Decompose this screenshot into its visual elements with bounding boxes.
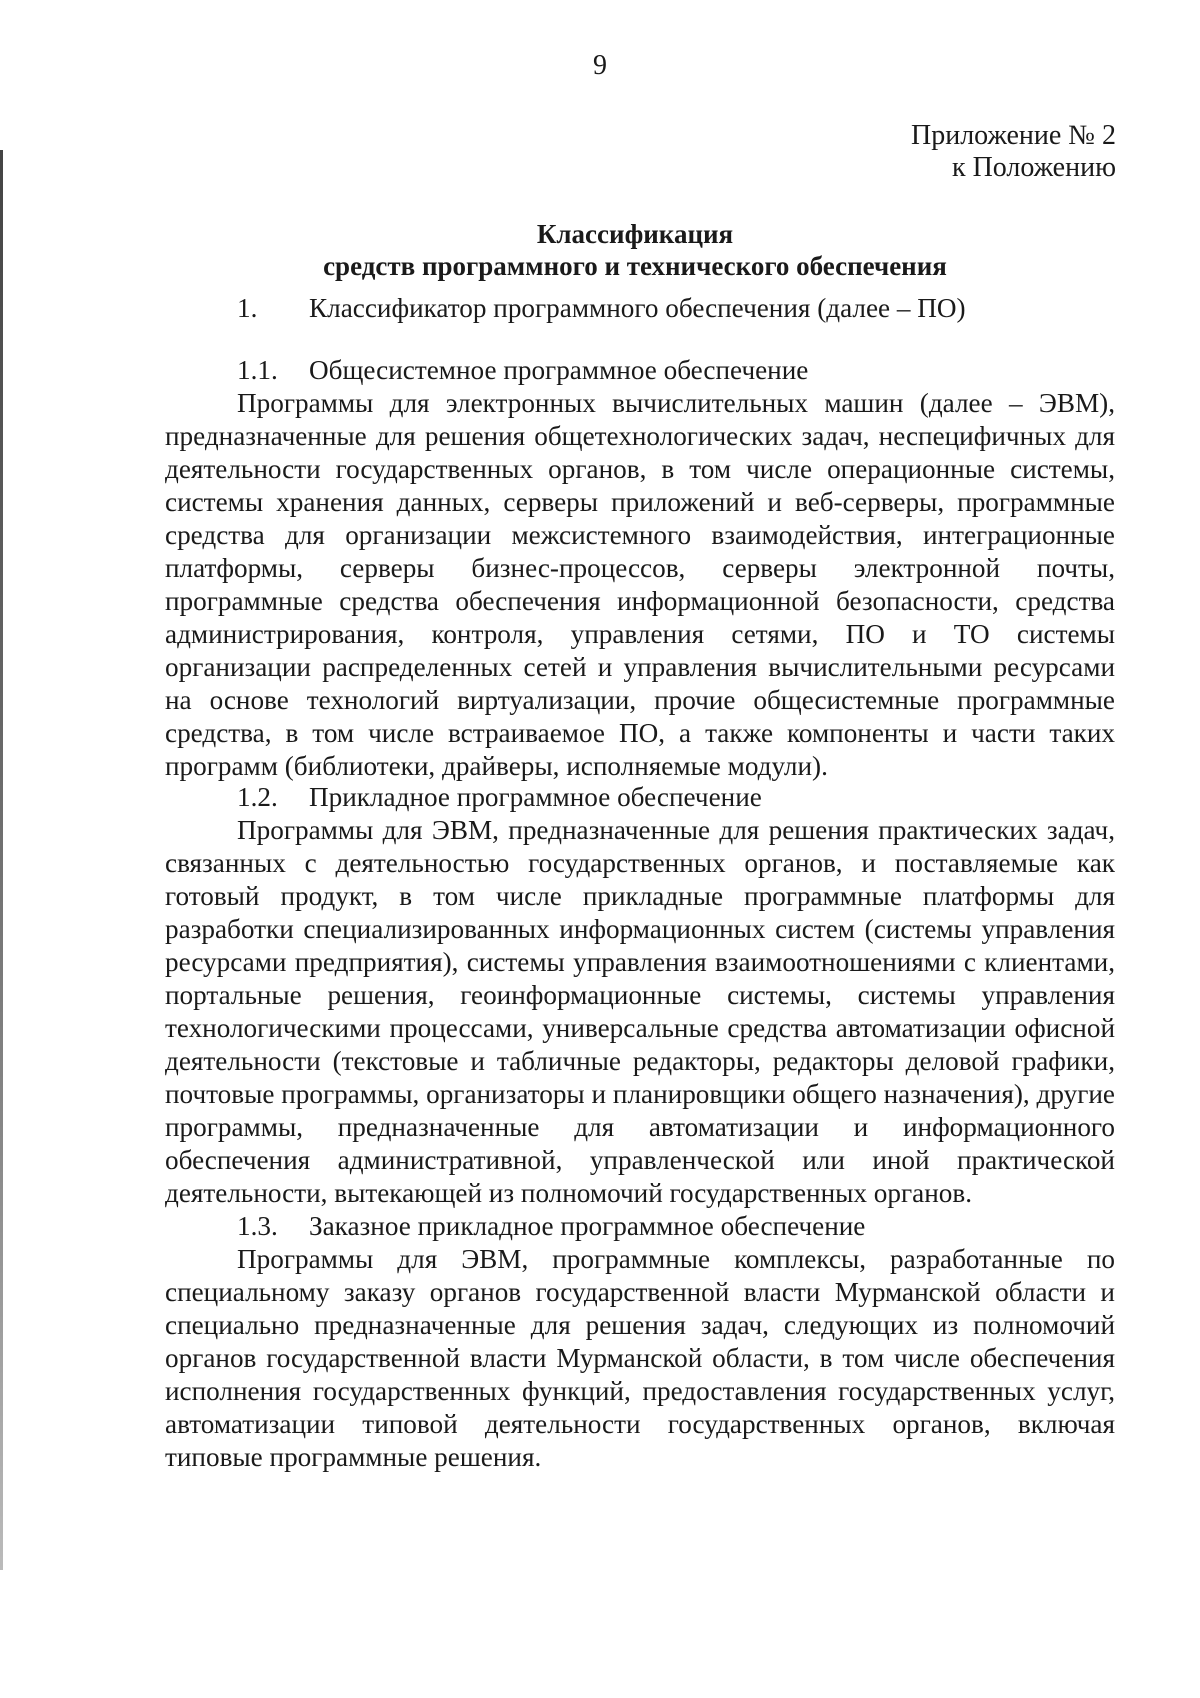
subsection-1-1-heading xyxy=(237,354,808,387)
subsection-1-2-number: 1.2. xyxy=(237,782,278,812)
subsection-1-3-label: Заказное прикладное программное обеспечение xyxy=(309,1211,866,1241)
document-title xyxy=(0,218,1200,282)
subsection-1-3-number: 1.3. xyxy=(237,1211,278,1241)
subsection-1-2-body xyxy=(165,814,1115,1210)
subsection-1-3-text: Программы для ЭВМ, программные комплексы, разработанные по специальному заказу органов государственной власти Мурманской области и специально предназначенные для решения задач, следующих из полномочий органов государственной власти Мурманской области, в том числе обеспечения исполнения государственных функций, предоставления государственных услуг, автоматизации типовой деятельности государственных органов, включая типовые программные решения. xyxy=(165,1244,1115,1472)
subsection-1-2-text: Программы для ЭВМ, предназначенные для решения практических задач, связанных с деятельностью государственных органов, и поставляемые как готовый продукт, в том числе прикладные программные платформы для разработки специализированных информационных систем (системы управления ресурсами предприятия), системы управления взаимоотношениями с клиентами, портальные решения, геоинформационные системы, системы управления технологическими процессами, универсальные средства автоматизации офисной деятельности (текстовые и табличные редакторы, редакторы деловой графики, почтовые программы, организаторы и планировщики общего назначения), другие программы, предназначенные для автоматизации и информационного обеспечения административной, управленческой или иной практической деятельности, вытекающей из полномочий государственных органов. xyxy=(165,815,1115,1208)
subsection-1-2-label: Прикладное программное обеспечение xyxy=(309,782,762,812)
attachment-number: Приложение № 2 xyxy=(911,120,1116,151)
subsection-1-2-heading xyxy=(237,781,762,814)
section-1-heading xyxy=(237,292,966,325)
subsection-1-1-number: 1.1. xyxy=(237,355,278,385)
attachment-note xyxy=(911,120,1116,184)
attachment-reference: к Положению xyxy=(951,152,1116,183)
section-1-label: Классификатор программного обеспечения (далее – ПО) xyxy=(309,293,966,323)
section-1-number: 1. xyxy=(237,293,258,323)
subsection-1-1-text: Программы для электронных вычислительных машин (далее – ЭВМ), предназначенные для решения общетехнологических задач, неспецифичных для деятельности государственных органов, в том числе операционные системы, системы хранения данных, серверы приложений и веб-серверы, программные средства для организации межсистемного взаимодействия, интеграционные платформы, серверы бизнес-процессов, серверы электронной почты, программные средства обеспечения информационной безопасности, средства администрирования, контроля, управления сетями, ПО и ТО системы организации распределенных сетей и управления вычислительными ресурсами на основе технологий виртуализации, прочие общесистемные программные средства, в том числе встраиваемое ПО, а также компоненты и части таких программ (библиотеки, драйверы, исполняемые модули). xyxy=(165,388,1115,781)
subsection-1-1-label: Общесистемное программное обеспечение xyxy=(309,355,809,385)
subsection-1-3-body xyxy=(165,1243,1115,1474)
scan-edge-shadow xyxy=(0,150,3,1570)
subsection-1-3-heading xyxy=(237,1210,865,1243)
subsection-1-1-body xyxy=(165,387,1115,783)
title-line-1: Классификация xyxy=(536,219,734,249)
title-line-2: средств программного и технического обеспечения xyxy=(323,251,947,281)
page-number: 9 xyxy=(593,50,607,81)
